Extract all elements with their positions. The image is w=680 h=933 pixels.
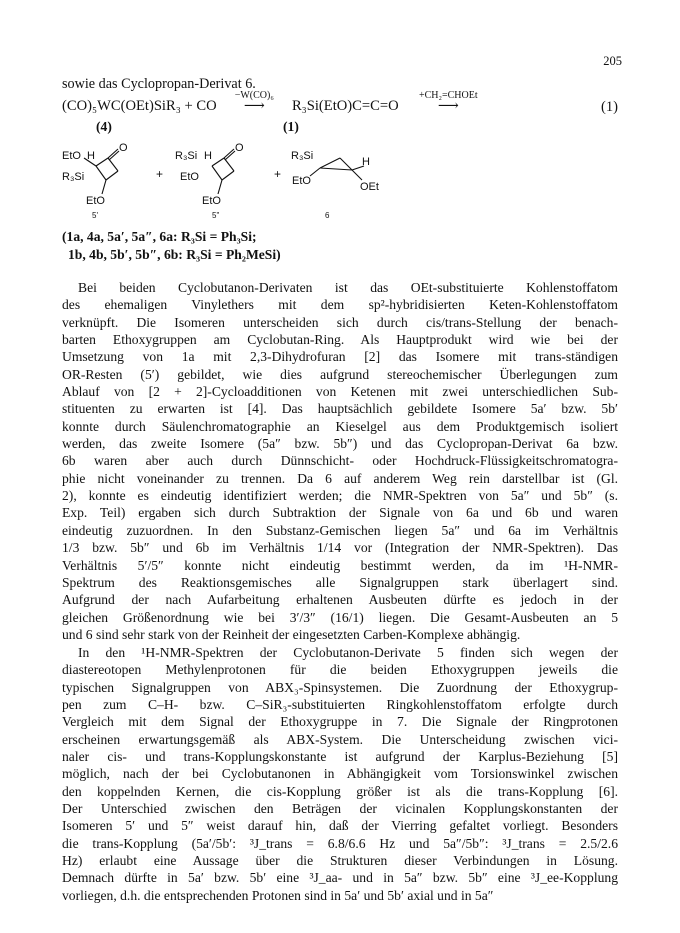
paragraph-1-line: stituenten zu erwarten ist [4]. Das hauptsächlich gebildete Isomere 5a′ bzw. 5b′ — [62, 401, 618, 417]
paragraph-2-line: naler cis- und trans-Kopplungskonstante ist aufgrund der Karplus-Beziehung [5] — [62, 749, 618, 765]
page-number: 205 — [603, 54, 622, 68]
paragraph-1-line: konnte durch Säulenchromatographie an Kieselgel aus dem Produktgemisch isoliert — [62, 418, 618, 434]
s3-substituent-d: EtO — [292, 175, 311, 187]
compound-labels-line-2: 1b, 4b, 5b′, 5b″, 6b: R₃Si = Ph₂MeSi) — [68, 247, 281, 262]
paragraph-1-line: Spektrum des Reaktionsgemisches alle Signalgruppen stark überlagert sind. — [62, 574, 618, 590]
paragraph-1 — [62, 279, 618, 643]
paragraph-1-line: verknüpft. Die Isomeren unterscheiden sich durch cis/trans-Stellung der benach- — [62, 314, 618, 330]
label-compound-1: (1) — [283, 119, 299, 134]
paragraph-2-line: diastereotopen Methylenprotonen für die beiden Ethoxygruppen jeweils die — [62, 662, 618, 678]
paragraph-1-line: gleichen Größenordnung wie bei 3′/3″ (16/1) liegen. Die Gesamt-Ausbeuten an 5 — [62, 609, 618, 625]
paragraph-1-line: phie nicht voneinander zu trennen. Da 6 auf anderem Weg rein darstellbar ist (Gl. — [62, 470, 618, 486]
paragraph-2-line: möglich, nach der bei Cyclobutanonen in Abhängigkeit vom Torsionswinkel zwischen — [62, 766, 618, 782]
s2-substituent-e: EtO — [202, 195, 221, 207]
arrow-2: +CH₂=CHOEt ⟶ — [405, 97, 491, 115]
intro-line: sowie das Cyclopropan-Derivat 6. — [62, 76, 256, 92]
paragraph-2-line: Hz) erlaubt eine Aussage über die Strukturen dieser Verbindungen in Lösung. — [62, 853, 618, 869]
arrow-1: −W(CO)₆ ⟶ — [223, 97, 285, 115]
s1-label: 5' — [92, 211, 98, 220]
paragraph-2-line: Der Unterschied zwischen den Beträgen der vicinalen Kopplungskonstanten der — [62, 801, 618, 817]
s2-substituent-d: EtO — [180, 171, 199, 183]
plus-2: + — [274, 167, 282, 181]
paragraph-1-line: OR-Resten (5′) gebildet, wie dies aufgrund stereochemischer Überlegungen zum — [62, 366, 618, 382]
paragraph-1-line: werden, das zweite Isomere (5a″ bzw. 5b″) und das Cyclopropan-Derivat 6a bzw. — [62, 436, 618, 452]
paragraph-1-line: Aufgrund der nach Aufarbeitung erhaltenen Ausbeuten dürfte es jedoch in der — [62, 592, 618, 608]
paragraph-2-line: erscheinen erwartungsgemäß als ABX-System. Die Unterscheidung zwischen vici- — [62, 731, 618, 747]
paragraph-2-line: Vergleich mit dem Signal der Ethoxygruppe in 7. Die Signale der Ringprotonen — [62, 714, 618, 730]
s2-substituent-a: R₃Si — [175, 150, 198, 162]
structure-5-prime — [62, 142, 128, 220]
structures-svg — [62, 138, 392, 228]
s3-substituent-b: H — [362, 156, 370, 168]
paragraph-1-line: barten Ethoxygruppen am Cyclobutan-Ring. Als Hauptprodukt wird wie bei der — [62, 332, 618, 348]
structure-5-double-prime — [175, 142, 244, 220]
s3-substituent-e: OEt — [360, 181, 379, 193]
paragraph-1-line: 1/3 bzw. 5b″ und 6b im Verhältnis 1/14 vor (Integration der NMR-Spektren). Das — [62, 540, 618, 556]
s1-substituent-d: R₃Si — [62, 171, 85, 183]
paragraph-2-line: Isomeren 5′ und 5″ weist darauf hin, daß der Vierring gefaltet vorliegt. Besonders — [62, 818, 618, 834]
paragraph-2-line: den koppelnden Kernen, die cis-Kopplung größer ist als die trans-Kopplung [6]. — [62, 783, 618, 799]
paragraph-2-line: In den ¹H-NMR-Spektren der Cyclobutanon-Derivate 5 finden sich wegen der — [78, 645, 618, 660]
s2-substituent-b: H — [204, 150, 212, 162]
paragraph-1-line: Exp. Teil) ergaben sich durch Subtraktion der Signale von 6a und 6b und waren — [62, 505, 618, 521]
paragraph-1-line: Umsetzung von 1a mit 2,3-Dihydrofuran [2] das Isomere mit trans-ständigen — [62, 349, 618, 365]
s1-substituent-b: H — [87, 150, 95, 162]
plus-1: + — [156, 167, 164, 181]
equation-number: (1) — [600, 99, 618, 115]
s1-substituent-e: EtO — [86, 195, 105, 207]
equation-left: (CO)₅WC(OEt)SiR₃ + CO — [62, 98, 217, 114]
s3-substituent-a: R₃Si — [291, 150, 314, 162]
compound-labels-line-1: (1a, 4a, 5a′, 5a″, 6a: R₃Si = Ph₃Si; — [62, 229, 257, 244]
paragraph-1-line: Ablauf von [2 + 2]-Cycloadditionen von Ketenen mit zwei unterschiedlichen Sub- — [62, 384, 618, 400]
paragraph-1-line: eindeutig zuzuordnen. In den Substanz-Gemischen liegen 5a″ und 6a im Verhältnis — [62, 522, 618, 538]
reaction-equation — [62, 90, 494, 115]
s2-label: 5" — [212, 211, 220, 220]
paragraph-2-line: vorliegen, d.h. die entsprechenden Protonen sind in 5a′ und 5b′ axial und in 5a″ — [62, 887, 494, 903]
structure-6 — [291, 150, 379, 220]
paragraph-1-line: des ehemaligen Vinylethers mit dem sp²-hybridisierten Keten-Kohlenstoffatom — [62, 297, 618, 313]
arrow-2-label: +CH₂=CHOEt — [418, 90, 478, 101]
paragraph-1-line: Bei beiden Cyclobutanon-Derivaten ist das OEt-substituierte Kohlenstoffatom — [78, 280, 618, 295]
arrow-1-label: −W(CO)₆ — [234, 90, 274, 101]
compound-labels — [62, 228, 281, 264]
equation-middle: R₃Si(EtO)C=C=O — [291, 98, 399, 114]
s2-substituent-c: O — [235, 142, 244, 154]
paragraph-2-line: die trans-Kopplung (5a′/5b′: ³J_trans = 6.8/6.6 Hz und 5a″/5b″: ³J_trans = 2.5/2.6 — [62, 835, 618, 851]
paragraph-2-line: typischen Signalgruppen von ABX₃-Spinsystemen. Die Zuordnung der Ethoxygrup- — [62, 679, 618, 695]
s1-substituent-a: EtO — [62, 150, 81, 162]
paragraph-2-line: Demnach dürfte in 5a′ bzw. 5b′ eine ³J_aa- und in 5a″ bzw. 5b″ eine ³J_ee-Kopplung — [62, 870, 618, 886]
s3-label: 6 — [325, 211, 330, 220]
s1-substituent-c: O — [119, 142, 128, 154]
structure-diagrams — [62, 138, 392, 228]
paragraph-1-line: Verhältnis 5′/5″ konnte nicht eindeutig bestimmt werden, da im ¹H-NMR- — [62, 557, 618, 573]
paragraph-1-line: und 6 sind sehr stark von der Reinheit der eingesetzten Carben-Komplexe abhängig. — [62, 626, 521, 642]
label-compound-4: (4) — [96, 119, 112, 134]
paragraph-2 — [62, 644, 618, 904]
paragraph-1-line: 2), konnte es eindeutig identifiziert werden; die NMR-Spektren von 5a″ und 5b″ (s. — [62, 488, 618, 504]
paragraph-2-line: pen zum C–H- bzw. C–SiR₃-substituierten Ringkohlenstoffatom erfolgte durch — [62, 697, 618, 713]
paragraph-1-line: 6b waren aber auch durch Dünnschicht- oder Hochdruck-Flüssigkeitschromatogra- — [62, 453, 618, 469]
